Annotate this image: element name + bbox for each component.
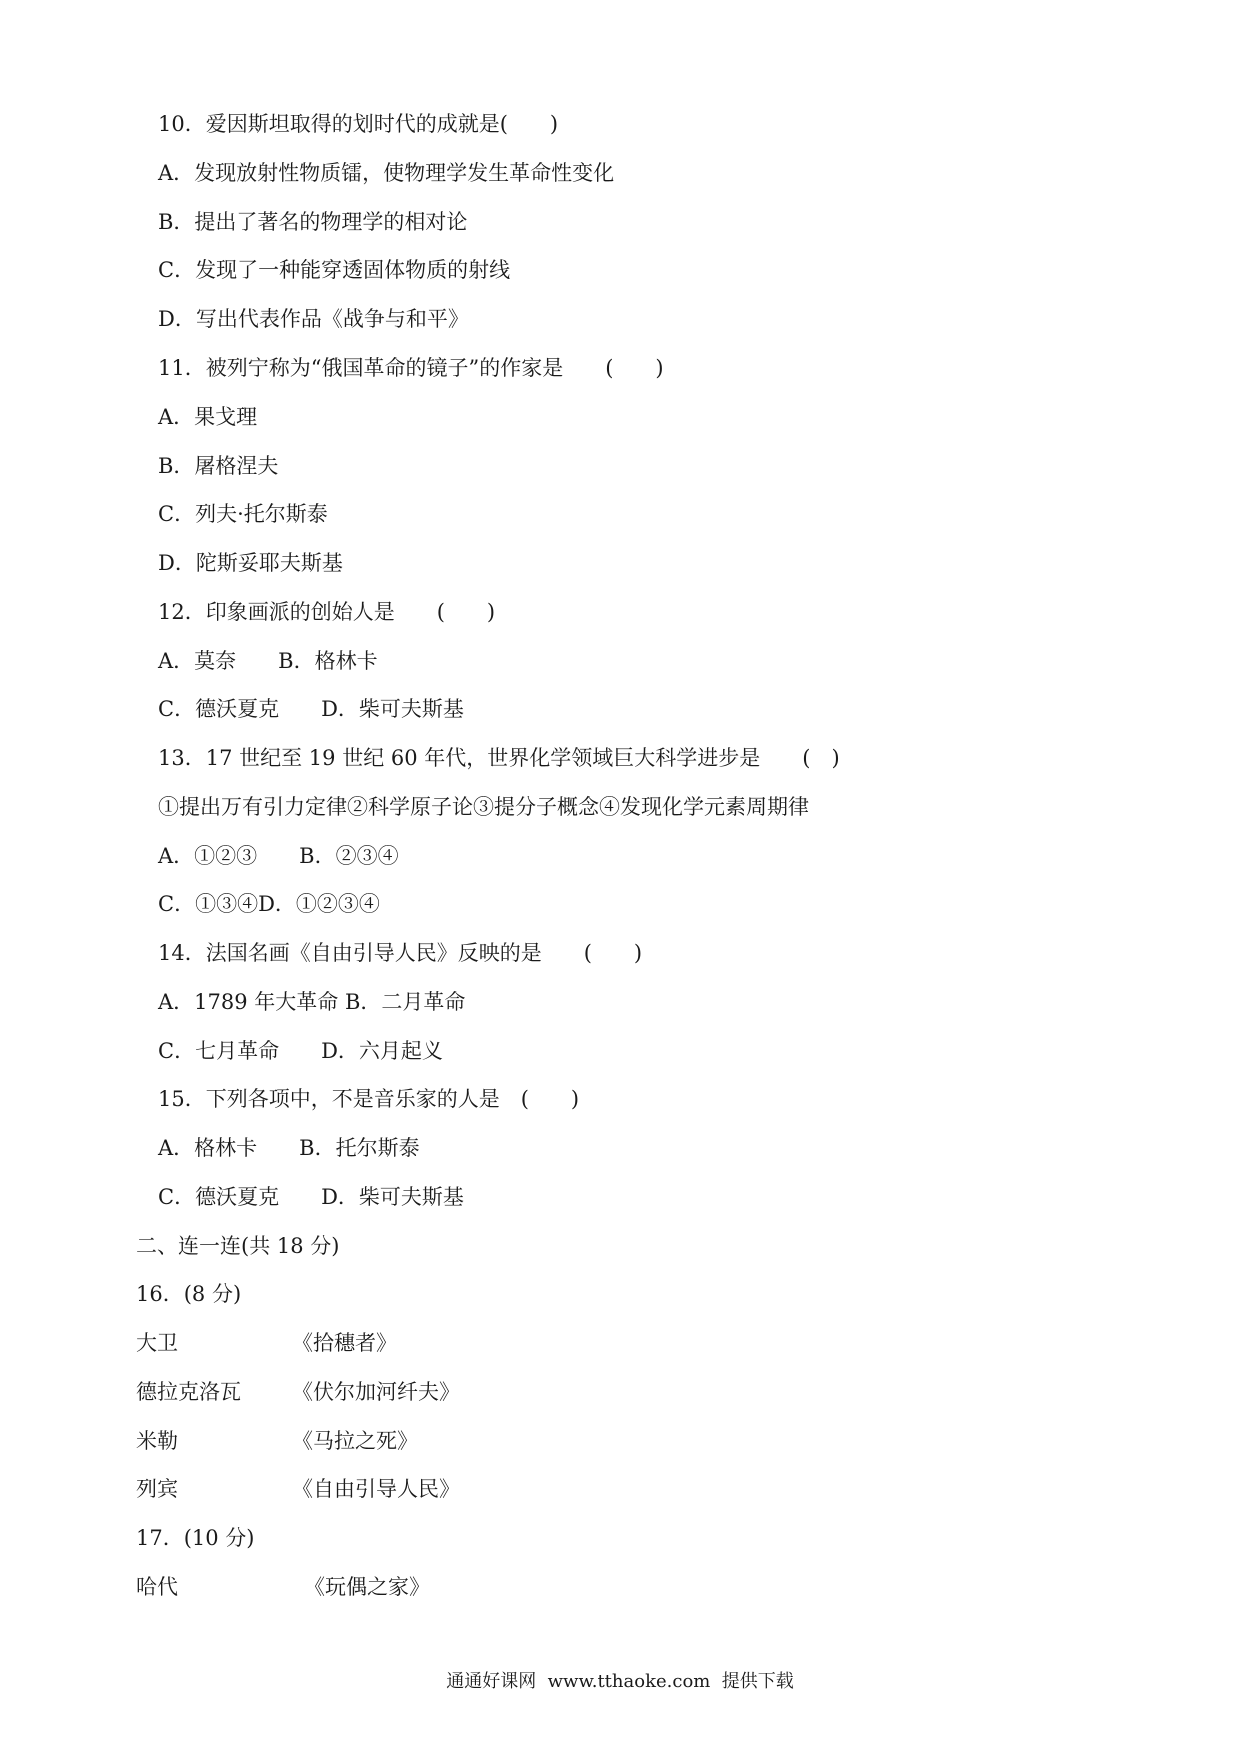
match-right-item: 《马拉之死》 <box>292 1429 418 1453</box>
question-11-option-b: B．屠格涅夫 <box>158 454 279 478</box>
question-14-options-ab: A．1789 年大革命 B．二月革命 <box>158 990 466 1014</box>
question-11-option-a: A．果戈理 <box>158 405 258 429</box>
question-10-option-c: C．发现了一种能穿透固体物质的射线 <box>158 258 511 282</box>
match-right-item: 《玩偶之家》 <box>304 1575 430 1599</box>
question-13-options-cd: C．①③④D．①②③④ <box>158 892 380 916</box>
section-2-heading: 二、连一连(共 18 分) <box>136 1234 340 1258</box>
question-13-stem: 13．17 世纪至 19 世纪 60 年代，世界化学领域巨大科学进步是 ( ) <box>158 746 840 770</box>
question-10-option-b: B．提出了著名的物理学的相对论 <box>158 210 468 234</box>
match-right-item: 《伏尔加河纤夫》 <box>292 1380 460 1404</box>
match-left-item: 米勒 <box>136 1429 178 1453</box>
question-14-options-cd: C．七月革命 D．六月起义 <box>158 1039 443 1063</box>
question-10-option-d: D．写出代表作品《战争与和平》 <box>158 307 469 331</box>
page-footer: 通通好课网 www.tthaoke.com 提供下载 <box>446 1671 794 1692</box>
question-12-options-ab: A．莫奈 B．格林卡 <box>158 649 378 673</box>
question-16-label: 16．(8 分) <box>136 1282 242 1306</box>
match-left-item: 哈代 <box>136 1575 178 1599</box>
question-13-options-ab: A．①②③ B．②③④ <box>158 844 399 868</box>
question-13-items: ①提出万有引力定律②科学原子论③提分子概念④发现化学元素周期律 <box>158 795 809 819</box>
question-10-option-a: A．发现放射性物质镭，使物理学发生革命性变化 <box>158 161 615 185</box>
question-14-stem: 14．法国名画《自由引导人民》反映的是 ( ) <box>158 941 643 965</box>
match-left-item: 德拉克洛瓦 <box>136 1380 241 1404</box>
question-10-stem: 10．爱因斯坦取得的划时代的成就是( ) <box>158 112 559 136</box>
question-15-stem: 15．下列各项中，不是音乐家的人是 ( ) <box>158 1087 580 1111</box>
question-12-stem: 12．印象画派的创始人是 ( ) <box>158 600 496 624</box>
match-left-item: 大卫 <box>136 1331 178 1355</box>
question-15-options-cd: C．德沃夏克 D．柴可夫斯基 <box>158 1185 464 1209</box>
question-11-option-c: C．列夫·托尔斯泰 <box>158 502 328 526</box>
match-right-item: 《自由引导人民》 <box>292 1477 460 1501</box>
question-11-option-d: D．陀斯妥耶夫斯基 <box>158 551 343 575</box>
question-12-options-cd: C．德沃夏克 D．柴可夫斯基 <box>158 697 464 721</box>
question-11-stem: 11．被列宁称为“俄国革命的镜子”的作家是 ( ) <box>158 356 664 380</box>
question-15-options-ab: A．格林卡 B．托尔斯泰 <box>158 1136 420 1160</box>
question-17-label: 17．(10 分) <box>136 1526 255 1550</box>
match-right-item: 《拾穗者》 <box>292 1331 397 1355</box>
match-left-item: 列宾 <box>136 1477 178 1501</box>
